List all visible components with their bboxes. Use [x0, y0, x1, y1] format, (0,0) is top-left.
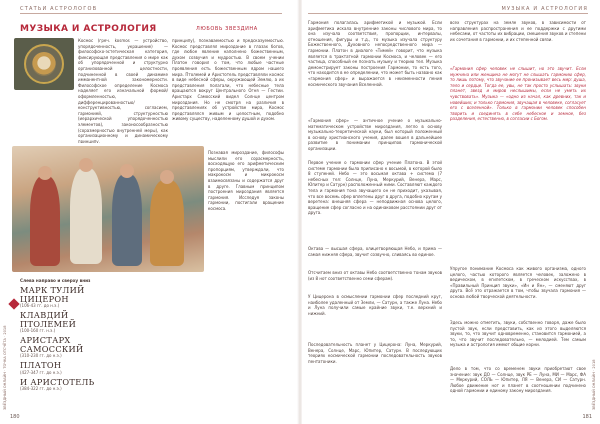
left-col1-text: Космос (греч. kosmos — устройство, упорядоченность, украшение) — философско-эстетическая категория, фиксирующая представления о мире как об упорядоченной и структурно организованной целостности, подчиненной в своей динамике имманентной закономерности. Философское определение Космоса наделяет его изначальной формой/оформленностью, дифференцированностью/конструктивностью, согласием, гармонией, структурностью (иерархической упорядоченностью элементов), законосообразностью (соразмерностью внутренней меры), как организационному и динамическому принципу.	[78, 38, 168, 143]
philosopher-list	[20, 286, 118, 394]
list-item: И АРИСТОТЕЛЬ (384-322 гг. до н.э.)	[20, 376, 95, 391]
right-col1b-text: «Гармония сфер» — античное учение о музыкально-математическом устройстве мироздания, легло в основу музыкально-теоретической науки, был который положенный в основу христианского учения, далее вошел в дальнейшее развитие в понимании принципов гармонической организации.	[308, 118, 442, 151]
page-number-left: 180	[10, 414, 20, 420]
side-label-right: ЗВЁЗДНЫЙ ОНЛАЙН · 2018	[592, 359, 596, 410]
running-head-right: МУЗЫКА И АСТРОЛОГИЯ	[501, 6, 588, 12]
right-col1c-text: Первое учение о гармонии сфер учение Платона. В этой системе гармонии была приписано к восьмой, в которой было 8 ступеней. Небо — это восьмая октава + система (7 небесных тел: Солнце, Луна, Меркурий, Венера, Марс, Юпитер и Сатурн) расположенный ними. Составляют каждого тела и гармония тона звучащего он не приходит, указывая, что все восемь сфер вплетены друг в друга, подобно кругам у веретена: внешняя сфера — неподвижная основа целого, вращение сфер согласно и на одинаковом расстоянии друг от друга.	[308, 160, 442, 216]
celestial-sphere-image	[14, 38, 74, 90]
right-col1e-text: Отсчитаем вниз от октавы Небо соответственно тонам звуков (из 8 нот соответственно семи сферам).	[308, 270, 442, 281]
left-col2-text: принципу), познаваемостью и предсказуемостью. Космос представлял мироздание в глазах богов, где любое явление наполнено божественным, духом созвучия и мудростью. В своем учении Платон говорил о том, что любые частные проявления есть божественным ядром нашего мира. Птолемей и Аристотель представляли космос в виде небесной сферы, окружающей Землю, а их представления полагали, что небесные тела вращаются вокруг Центрального Огня — Гестии. Аристарх Самосский видел Солнце центром мироздания. Но не смотря на различия в представлениях об устройстве мира, Космос представлялся живым и целостным, подобно живому существу, наделенному душой и духом.	[172, 38, 284, 122]
right-col1d-text: Октава — высшая сфера, олицетворяющая Небо, и прима — самая нижняя сфера, звучит созвучно, сливаясь во единое.	[308, 246, 442, 257]
right-col1f-text: У Цицерона в осмыслении гармонии сфер последний круг, наиболее удаленный от Земли, — Сатурн, а также Луна. Небо и Луна получили самые крайние звуки, т.е. верхний и нижний.	[308, 294, 442, 316]
header-rule	[20, 13, 282, 14]
left-col3-text: Познавая мироздание, философы мыслили его сорасмерность, восходящую его арифметическим пропорциям, утверждали, что макрокосм и микрокосм взаимосвязаны и содержатся друг в друге. Главным принципом построения мироздания является гармония. Исследуя законы гармонии, постигали вращение космоса.	[208, 150, 284, 211]
list-item: ПЛАТОН (427-347 гг. до н.э.)	[20, 360, 62, 375]
list-item: МАРК ТУЛИЙ ЦИЦЕРОН (106-43 гг. до н.э.)	[20, 285, 85, 308]
list-item: КЛАВДИЙ ПТОЛЕМЕЙ (100-160 гг. н.э.)	[20, 310, 77, 333]
article-author: ЛЮБОВЬ ЗВЕЗДИНА	[196, 26, 258, 32]
right-col1-text: Гармония полагалась арифметикой и музыкой. Если арифметика искала внутренние законы числового мира, то она изучала соответствия, пропорции, интервалы, отношения, фигуры и т.д., то музыка изучала структуру Божественного, Духовного непосредственного мира — гармонии. Платон в диалоге «Тимей» говорит, что музыка является в трактатной гармонии Космоса, и человек — его частица, способный ее познать музыку и теорию тел. Музыка демонстрирует законы построения Гармонии, то есть того, что находится в ее определении, что может быть названо как «гармония сфер» и выражается в неизменности пения космического звучания Вселенной.	[308, 20, 442, 87]
school-of-athens-image	[12, 146, 204, 272]
page-number-right: 181	[582, 414, 592, 420]
pull-quote: «Гармония сфер человек не слышит, но это звучит. Если мужчина или женщина не могут не слышать гармонию сфер, то лишь потому, что звучание ее пронизывает весь мир: душа, тело и сердце. Тогда ее, увы, не так просто услышать: звуки планет, звезд и миров неслышимы, если не уметь их чувствовать». Музыка — «одно из начал, как древних, так и новейших; и только гармония, звучащая в человеке, согласует его с вселенной». Только в гармонии человек способен творить и соединять в себе небесное и земное, без разделения, естественно, в согласии с Богом.	[450, 66, 586, 122]
article-title: МУЗЫКА И АСТРОЛОГИЯ	[20, 24, 157, 34]
right-col2d-text: Дело в том, что со временем звуки приобретают свое значение: звук ДО — Солнце, звук РЕ — Луна, МИ — Марс, ФА — Меркурий, СОЛЬ — Юпитер, ЛЯ — Венера, СИ — Сатурн. Любое движение нот и планет в соотношении подчинено одной гармонии и единому закону мироздания.	[450, 366, 586, 394]
left-page	[0, 0, 298, 424]
running-head-left: СТАТЬИ АСТРОЛОГОВ	[20, 6, 98, 12]
right-col1g-text: Последовательность планет у Цицерона: Луна, Меркурий, Венера, Солнце, Марс, Юпитер, Сатурн. В последующих теориях космической гармонии последовательность звуков пентатоники.	[308, 342, 442, 364]
ornament-icon	[8, 298, 19, 309]
caption-heading: Слева направо и сверху вниз	[20, 278, 91, 283]
side-label-left: ЗВЁЗДНЫЙ ОНЛАЙН · ТОЧКА ОТСЧЁТА · 2018	[3, 325, 7, 410]
right-col2a-text: всех структурах на земле звуков, в зависимости от направления распространения и ее поддержки с другими небесами, от частоты их вибрации, смешения звуков и степени их сочетания в гармонии, и их степенной связи.	[450, 20, 586, 42]
right-col2c-text: Здесь можно отметить, звуки, собственно говоря, даже было пустой звук, если представить, как из этого выделяются звуки, то, что звучит одновременно, становится гармонией, а то, что звучит последовательно, — мелодией. Тем самым музыка и астрология имеют общие корни.	[450, 320, 586, 348]
right-col2b-text: Упругое понимание Космоса как живого организма, одного целого, частью которого является человек, заложено в ведическом, в египетском, в греческом искусствах, в «Правильный Принцип звуки», «Ин и Ян», — сменяют друг друга. Всё это отражается в том, чтобы звучала гармония — основа любой творческой деятельности.	[450, 266, 586, 299]
list-item: АРИСТАРХ САМОССКИЙ (310-230 гг. до н.э.)	[20, 335, 84, 358]
header-rule	[308, 13, 588, 14]
right-page	[302, 0, 600, 424]
